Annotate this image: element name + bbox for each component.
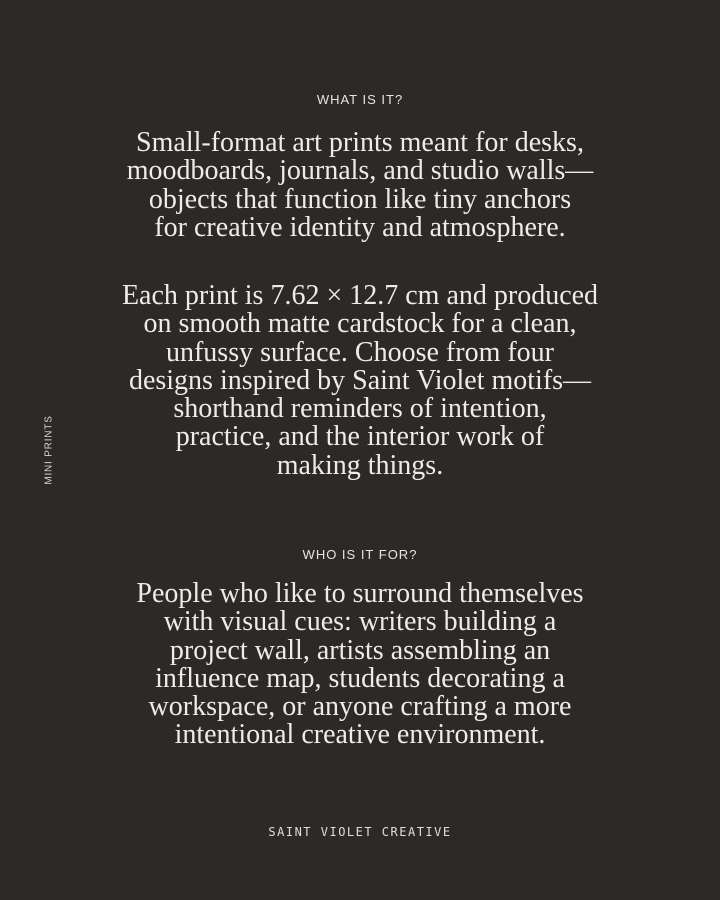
what-p2-line: designs inspired by Saint Violet motifs— (128, 364, 592, 396)
who-line: project wall, artists assembling an (169, 634, 551, 666)
what-p1-line: Small-format art prints meant for desks, (136, 127, 584, 158)
who-paragraph (100, 580, 620, 750)
brand-footer: SAINT VIOLET CREATIVE (268, 825, 452, 839)
side-label: MINI PRINTS (43, 415, 55, 485)
what-p2-line: Each print is 7.62 × 12.7 cm and produced (121, 280, 599, 311)
who-is-it-for-heading: WHO IS IT FOR? (302, 547, 418, 562)
what-p1-line: for creative identity and atmosphere. (154, 211, 566, 243)
what-p1-line: objects that function like tiny anchors (148, 183, 572, 215)
what-p2-line: making things. (276, 449, 444, 481)
what-paragraph-2 (100, 282, 620, 480)
what-is-it-heading: WHAT IS IT? (316, 92, 404, 107)
who-line: intentional creative environment. (174, 719, 546, 751)
what-p2-line: shorthand reminders of intention, (173, 393, 547, 425)
what-paragraph-1 (100, 129, 620, 242)
who-line: with visual cues: writers building a (163, 606, 557, 638)
who-line: People who like to surround themselves (136, 578, 584, 609)
what-p2-line: on smooth matte cardstock for a clean, (143, 308, 577, 340)
what-p2-line: practice, and the interior work of (175, 421, 545, 453)
what-p1-line: moodboards, journals, and studio walls— (126, 155, 594, 187)
who-line: workspace, or anyone crafting a more (148, 691, 572, 723)
what-p2-line: unfussy surface. Choose from four (165, 336, 555, 368)
who-line: influence map, students decorating a (155, 662, 565, 694)
